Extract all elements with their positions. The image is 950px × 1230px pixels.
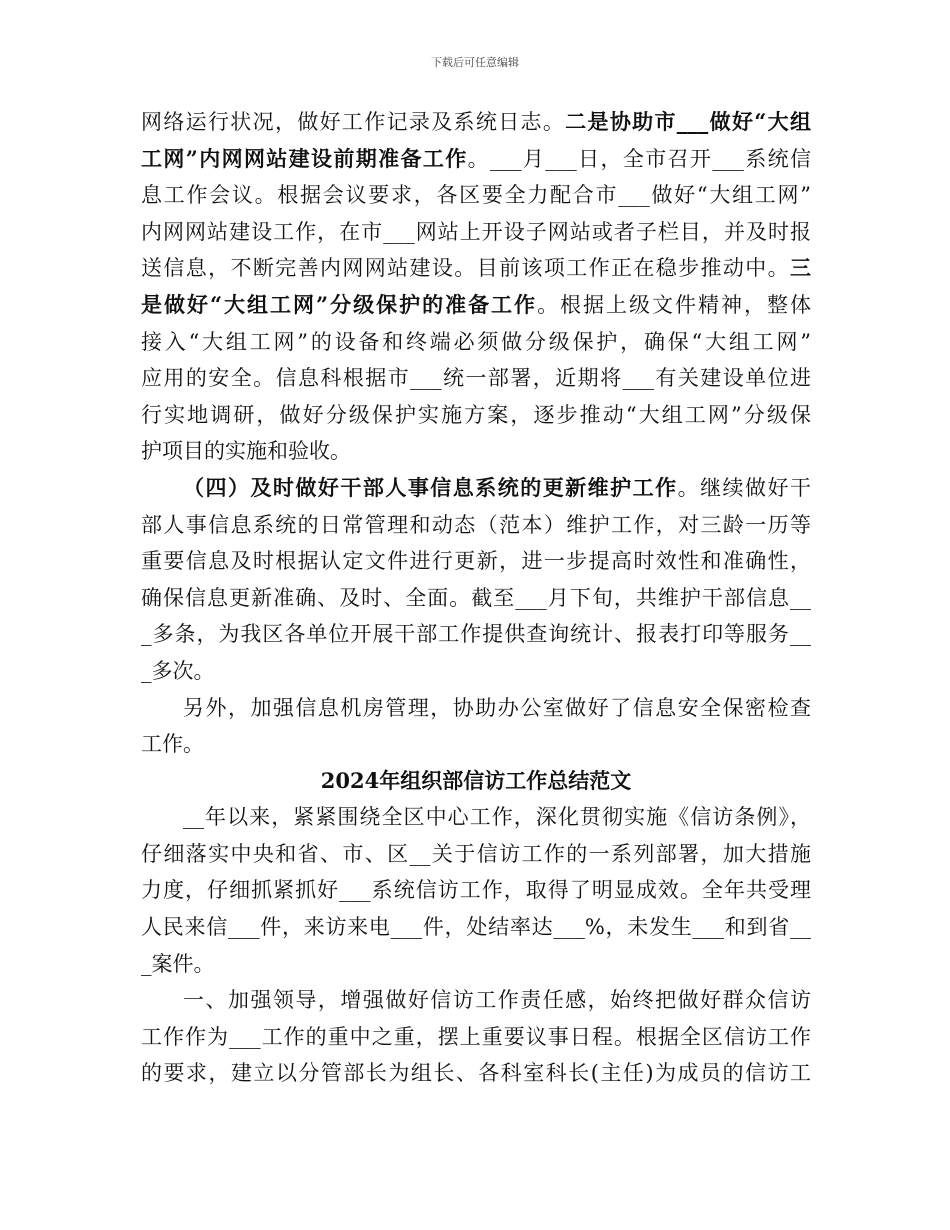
text-line: 人民来信___件，来访来电___件，处结率达___%，未发生___和到省__ xyxy=(141,915,811,940)
text-line: _案件。 xyxy=(141,951,215,976)
text-line: 力度，仔细抓紧抓好___系统信访工作，取得了明显成效。全年共受理 xyxy=(141,878,811,903)
text-line: 内网网站建设工作，在市___网站上开设子网站或者子栏目，并及时报 xyxy=(141,219,811,244)
text-line: 部人事信息系统的日常管理和动态（范本）维护工作，对三龄一历等 xyxy=(141,512,811,537)
text-line: 送信息，不断完善内网网站建设。目前该项工作正在稳步推动中。三 xyxy=(141,255,811,281)
text-line: 重要信息及时根据认定文件进行更新，进一步提高时效性和准确性， xyxy=(141,549,811,574)
text-line: 网络运行状况，做好工作记录及系统日志。二是协助市___做好“大组 xyxy=(141,109,811,134)
text-line: 工作作为___工作的重中之重，摆上重要议事日程。根据全区信访工作 xyxy=(141,1024,811,1049)
text-line: 仔细落实中央和省、市、区__关于信访工作的一系列部署，加大措施 xyxy=(141,841,811,866)
text-line: 行实地调研，做好分级保护实施方案，逐步推动“大组工网”分级保 xyxy=(141,402,811,427)
text-line: 护项目的实施和验收。 xyxy=(141,439,351,464)
text-line: 息工作会议。根据会议要求，各区要全力配合市___做好“大组工网” xyxy=(141,183,811,208)
text-line: _多条，为我区各单位开展干部工作提供查询统计、报表打印等服务__ xyxy=(141,622,811,647)
text-line: 工作。 xyxy=(141,732,204,757)
text-line: 确保信息更新准确、及时、全面。截至___月下旬，共维护干部信息__ xyxy=(141,585,811,610)
text-line: 一、加强领导，增强做好信访工作责任感，始终把做好群众信访 xyxy=(183,988,811,1013)
section-heading-line: （四）及时做好干部人事信息系统的更新维护工作。继续做好干 xyxy=(183,474,812,500)
document-body xyxy=(141,104,811,1092)
text-line: 的要求，建立以分管部长为组长、各科室科长(主任)为成员的信访工 xyxy=(141,1061,811,1086)
text-line: 接入“大组工网”的设备和终端必须做分级保护，确保“大组工网” xyxy=(141,329,811,354)
text-line: 另外，加强信息机房管理，协助办公室做好了信息安全保密检查 xyxy=(183,695,811,720)
page-header: 下载后可任意编辑 xyxy=(431,56,519,69)
document-title: 2024年组织部信访工作总结范文 xyxy=(320,767,632,793)
text-line: _多次。 xyxy=(141,658,215,683)
text-line: 工网”内网网站建设前期准备工作。___月___日，全市召开___系统信 xyxy=(141,145,812,171)
text-line: 应用的安全。信息科根据市___统一部署，近期将___有关建设单位进 xyxy=(141,366,811,391)
text-line: 是做好“大组工网”分级保护的准备工作。根据上级文件精神，整体 xyxy=(141,291,811,317)
text-line: __年以来，紧紧围绕全区中心工作，深化贯彻实施《信访条例》， xyxy=(183,805,811,830)
